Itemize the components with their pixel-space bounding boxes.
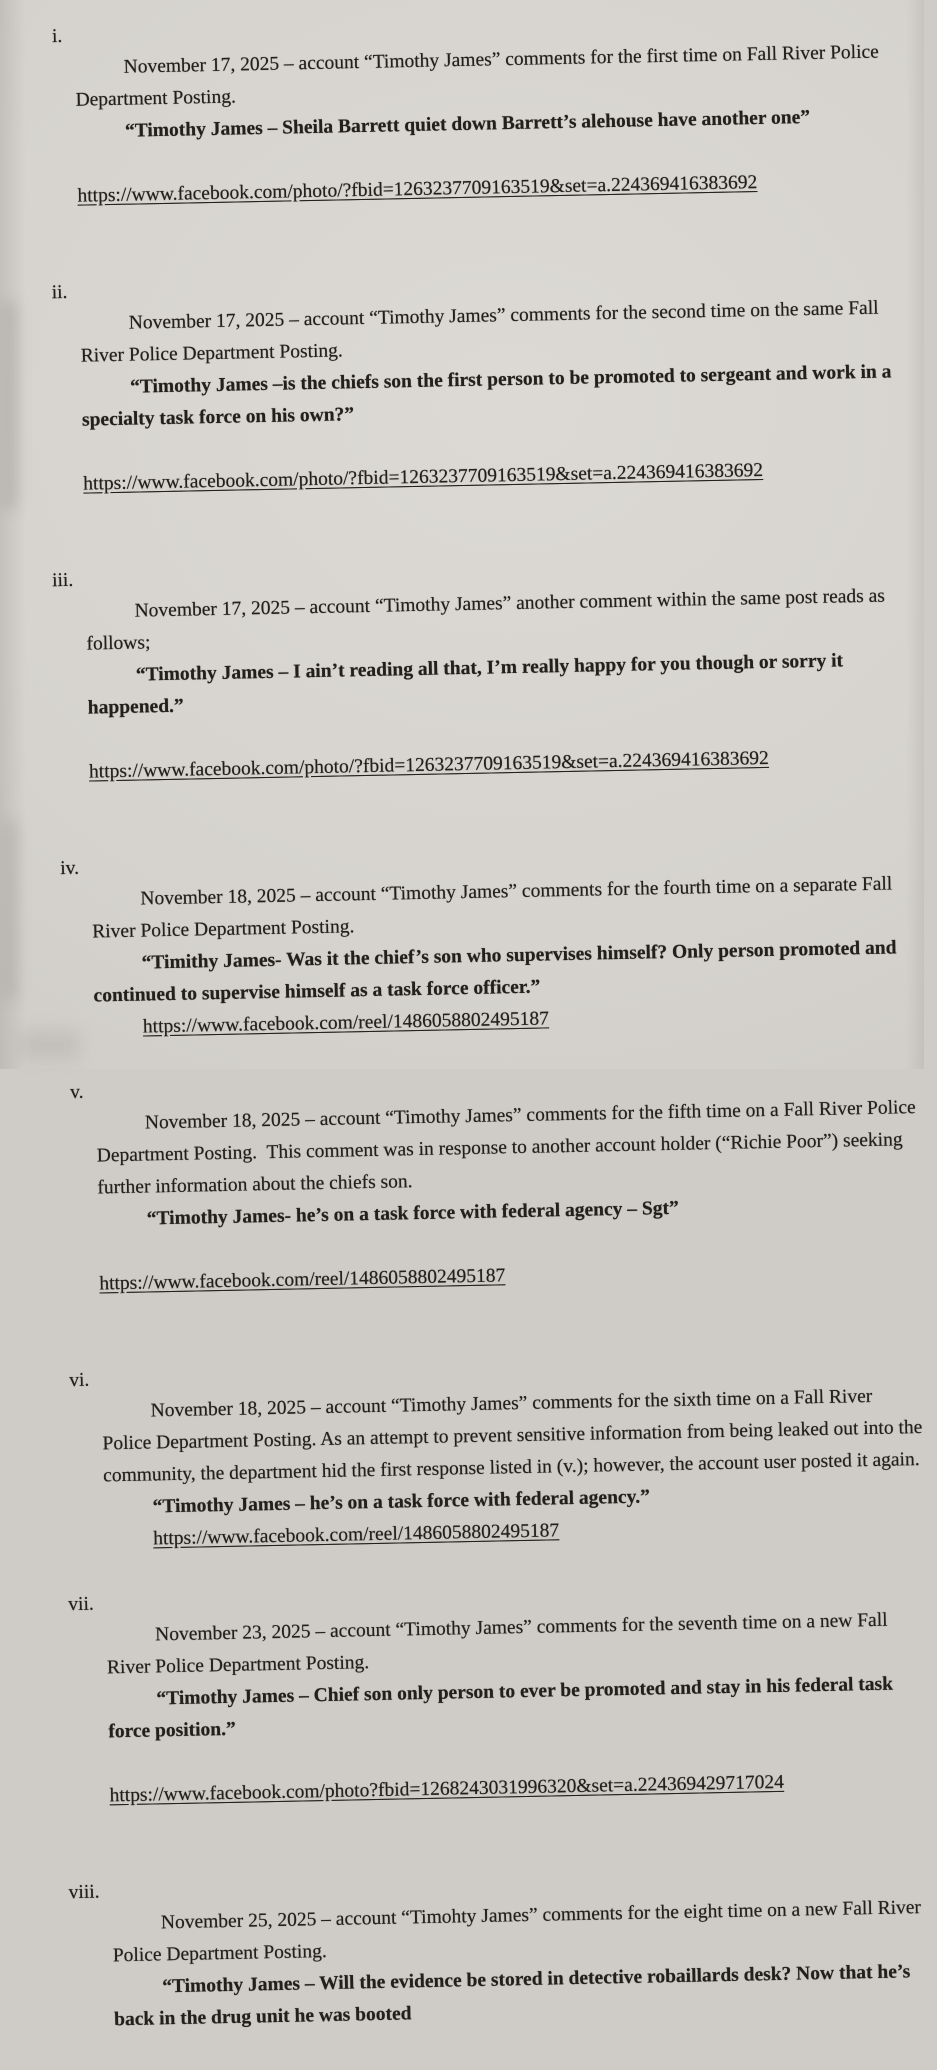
item-body (79, 260, 907, 564)
item-numeral: i. (51, 25, 63, 48)
list-item (15, 260, 907, 566)
facebook-url-link[interactable]: https://www.facebook.com/reel/1486058802495187 (142, 1008, 550, 1038)
item-body (74, 4, 901, 276)
item-quote-text: “Timothy James – Chief son only person to ever be promoted and stay in his federal task force position.” (108, 1673, 899, 1743)
item-body (111, 1860, 937, 2068)
item-numeral: iv. (60, 857, 80, 880)
item-quote-text: “Timithy James- Was it the chief’s son who supervises himself? Only person promoted and continued to supervise himself as a task force officer.” (93, 937, 902, 1007)
item-quote-text: “Timothy James- he’s on a task force with federal agency – Sgt” (146, 1197, 679, 1230)
facebook-url-link[interactable]: https://www.facebook.com/photo?fbid=1268243031996320&set=a.224369429717024 (109, 1771, 785, 1807)
list-item (37, 1348, 927, 1590)
scan-smudge-artifact (2, 300, 18, 510)
scan-smudge-artifact (20, 1030, 80, 1060)
list-item (10, 4, 901, 278)
item-body (101, 1348, 927, 1588)
list-item (41, 1572, 933, 1878)
item-body (105, 1572, 933, 1876)
item-intro-text: November 18, 2025 – account “Timothy James” comments for the sixth time on a Fall River Police Department Posting. As an attempt to prevent sensitive information from being leaked out into the community, the department hid the first response listed in (v.); however, the account user posted it again. (102, 1385, 928, 1487)
item-numeral: ii. (51, 281, 68, 304)
item-numeral: vi. (69, 1369, 90, 1392)
item-numeral: vii. (68, 1593, 94, 1616)
item-numeral: iii. (51, 569, 74, 592)
item-intro-text: November 23, 2025 – account “Timothy James” comments for the seventh time on a new Fall River Police Department Posting. (106, 1609, 893, 1679)
item-numeral: v. (69, 1081, 84, 1104)
item-quote-text: “Timothy James – Sheila Barrett quiet down Barrett’s alehouse have another one” (124, 106, 811, 142)
item-intro-text: November 25, 2025 – account “Timohty James” comments for the eight time on a new Fall River Police Department Posting. (112, 1897, 927, 1967)
document-text-block (10, 4, 937, 2069)
item-body (91, 836, 917, 1076)
list-item (31, 1060, 923, 1366)
item-intro-text: November 17, 2025 – account “Timothy James” comments for the second time on the same Fall River Police Department Posting. (80, 297, 884, 367)
item-intro-text: November 17, 2025 – account “Timothy James” comments for the first time on Fall River Police Department Posting. (75, 41, 884, 111)
list-item (27, 836, 917, 1078)
list-item (21, 548, 913, 854)
item-body (95, 1060, 923, 1364)
facebook-url-link[interactable]: https://www.facebook.com/photo/?fbid=1263237709163519&set=a.224369416383692 (83, 459, 764, 495)
item-intro-text: November 18, 2025 – account “Timothy James” comments for the fourth time on a separate Fall River Police Department Posting. (92, 873, 898, 943)
facebook-url-link[interactable]: https://www.facebook.com/photo/?fbid=1263237709163519&set=a.224369416383692 (77, 172, 758, 207)
item-quote-text: “Timothy James –is the chiefs son the first person to be promoted to sergeant and work in a specialty task force on his own?” (81, 361, 897, 431)
item-numeral: viii. (68, 1881, 100, 1904)
numbered-comment-list (10, 4, 937, 2069)
item-intro-text: November 17, 2025 – account “Timothy James” another comment within the same post reads as follows; (86, 585, 890, 655)
item-quote-text: “Timothy James – Will the evidence be stored in detective robaillards desk? Now that he’s back in the drug unit he was booted (113, 1961, 916, 2031)
item-intro-text: November 18, 2025 – account “Timothy James” comments for the fifth time on a Fall River Police Department Posting. This comment was in response to another account holder (“Richie Poor”) seeking further information about the chiefs son. (96, 1096, 921, 1199)
facebook-url-link[interactable]: https://www.facebook.com/reel/1486058802495187 (153, 1520, 560, 1550)
item-quote-text: “Timothy James – he’s on a task force with federal agency.” (152, 1486, 655, 1518)
facebook-url-link[interactable]: https://www.facebook.com/reel/1486058802495187 (99, 1265, 506, 1295)
list-item (47, 1860, 937, 2070)
facebook-url-link[interactable]: https://www.facebook.com/photo/?fbid=1263237709163519&set=a.224369416383692 (88, 747, 770, 783)
item-body (85, 548, 913, 852)
item-quote-text: “Timothy James – I ain’t reading all that, I’m really happy for you though or sorry it happened.” (87, 650, 849, 719)
scan-smudge-artifact (4, 820, 18, 1000)
